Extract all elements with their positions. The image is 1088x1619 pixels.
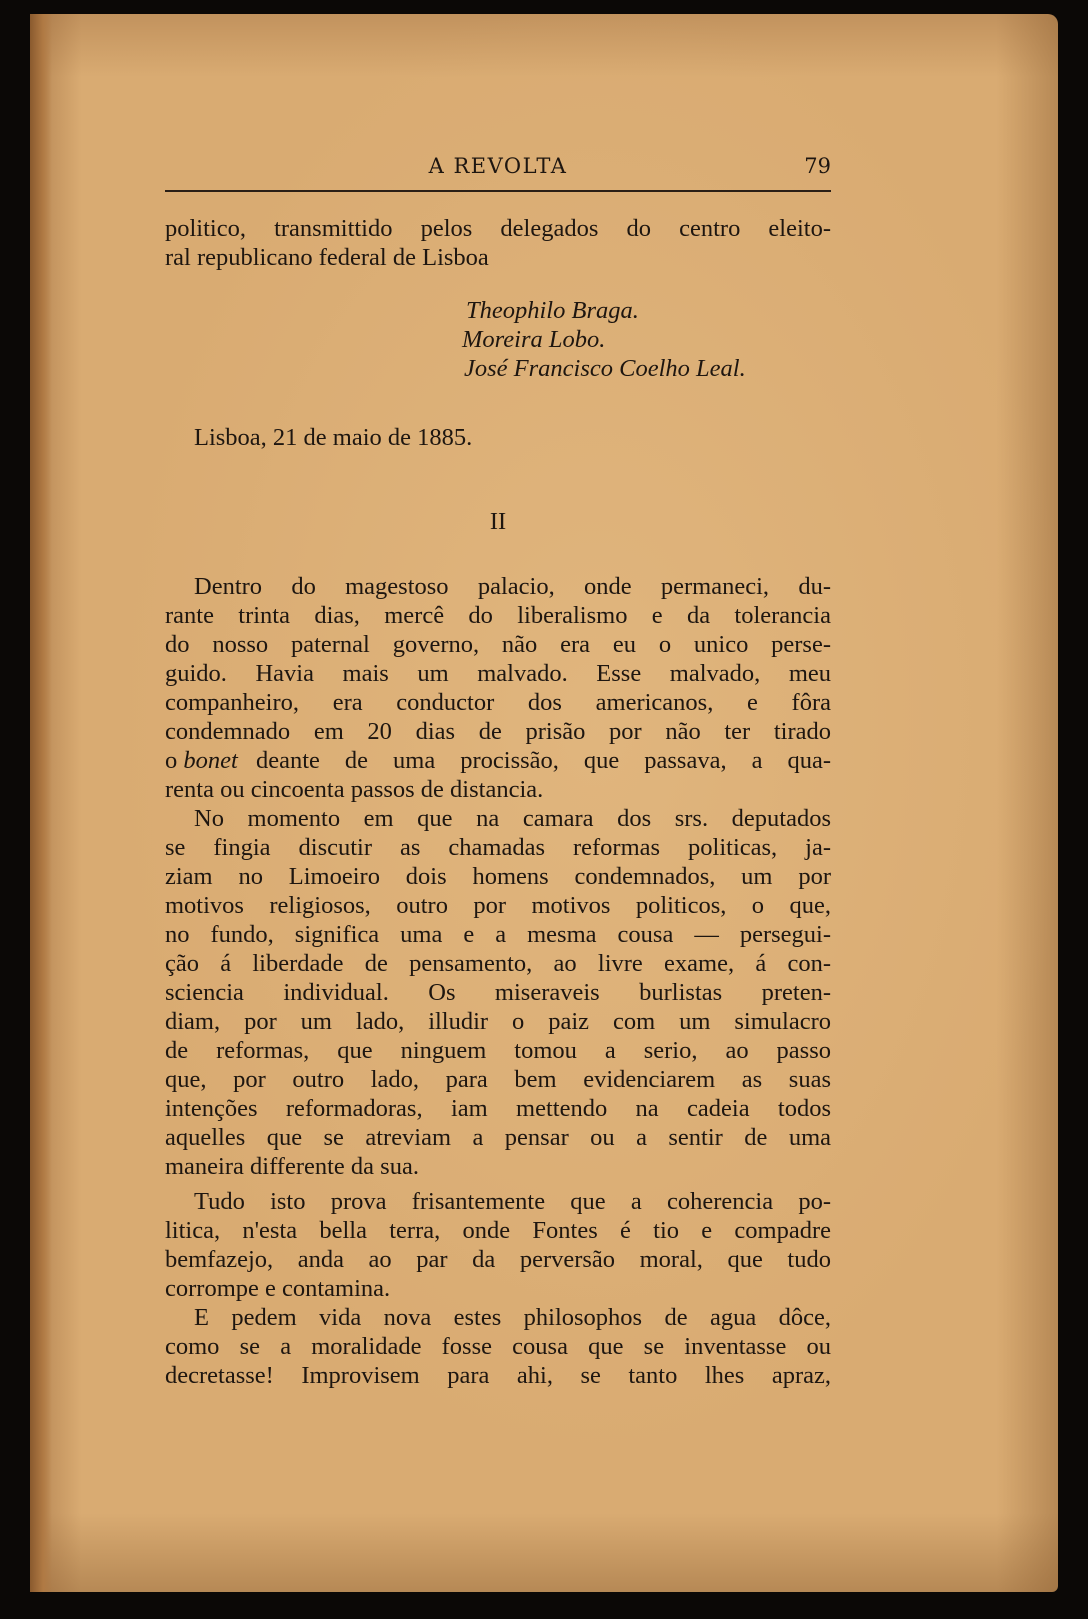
text-line: corrompe e contamina.: [165, 1275, 391, 1302]
signatory: Theophilo Braga.: [466, 297, 639, 324]
text-line: litica, n'esta bella terra, onde Fontes é tio e compadre: [165, 1217, 831, 1244]
text-line: maneira differente da sua.: [165, 1153, 419, 1180]
text-line: E pedem vida nova estes philosophos de agua dôce,: [194, 1304, 831, 1331]
text-line: deante de uma procissão, que passava, a qua-: [256, 747, 831, 774]
signatory: Moreira Lobo.: [462, 326, 606, 353]
italic-word: bonet: [183, 747, 238, 774]
text-line: Dentro do magestoso palacio, onde permaneci, du-: [194, 573, 831, 600]
text-line: intenções reformadoras, iam mettendo na cadeia todos: [165, 1095, 831, 1122]
text-line: no fundo, significa uma e a mesma cousa — persegui-: [165, 921, 831, 948]
signatory: José Francisco Coelho Leal.: [464, 355, 746, 382]
page-binding-edge: [30, 14, 52, 1592]
text-line: se fingia discutir as chamadas reformas politicas, ja-: [165, 834, 831, 861]
text-line: diam, por um lado, illudir o paiz com um simulacro: [165, 1008, 831, 1035]
text-line: ral republicano federal de Lisboa: [165, 244, 489, 271]
text-line: companheiro, era conductor dos americanos, e fôra: [165, 689, 831, 716]
text-line: bemfazejo, anda ao par da perversão moral, que tudo: [165, 1246, 831, 1273]
text-line: que, por outro lado, para bem evidenciarem as suas: [165, 1066, 831, 1093]
text-line: do nosso paternal governo, não era eu o unico perse-: [165, 631, 831, 658]
text-line: ção á liberdade de pensamento, ao livre exame, á con-: [165, 950, 831, 977]
text-line: guido. Havia mais um malvado. Esse malvado, meu: [165, 660, 831, 687]
running-title: A REVOLTA: [428, 154, 568, 178]
text-line-italic-prefix: [165, 746, 238, 775]
text-line: condemnado em 20 dias de prisão por não ter tirado: [165, 718, 831, 745]
text-line: Tudo isto prova frisantemente que a coherencia po-: [194, 1188, 831, 1215]
text-line: ziam no Limoeiro dois homens condemnados, um por: [165, 863, 831, 890]
running-header: [165, 150, 831, 192]
text-line: motivos religiosos, outro por motivos politicos, o que,: [165, 892, 831, 919]
text-fragment: o: [165, 747, 184, 774]
date-line: Lisboa, 21 de maio de 1885.: [194, 424, 473, 451]
text-line: aquelles que se atreviam a pensar ou a sentir de uma: [165, 1124, 831, 1151]
text-line: politico, transmittido pelos delegados do centro eleito-: [165, 215, 831, 242]
text-line: como se a moralidade fosse cousa que se inventasse ou: [165, 1333, 831, 1360]
text-line: sciencia individual. Os miseraveis burlistas preten-: [165, 979, 831, 1006]
page-number: 79: [804, 154, 831, 178]
text-line: rante trinta dias, mercê do liberalismo e da tolerancia: [165, 602, 831, 629]
section-number: II: [489, 508, 507, 535]
text-line: decretasse! Improvisem para ahi, se tanto lhes apraz,: [165, 1362, 831, 1389]
text-line: renta ou cincoenta passos de distancia.: [165, 776, 544, 803]
text-line: No momento em que na camara dos srs. deputados: [194, 805, 831, 832]
text-line: de reformas, que ninguem tomou a serio, ao passo: [165, 1037, 831, 1064]
